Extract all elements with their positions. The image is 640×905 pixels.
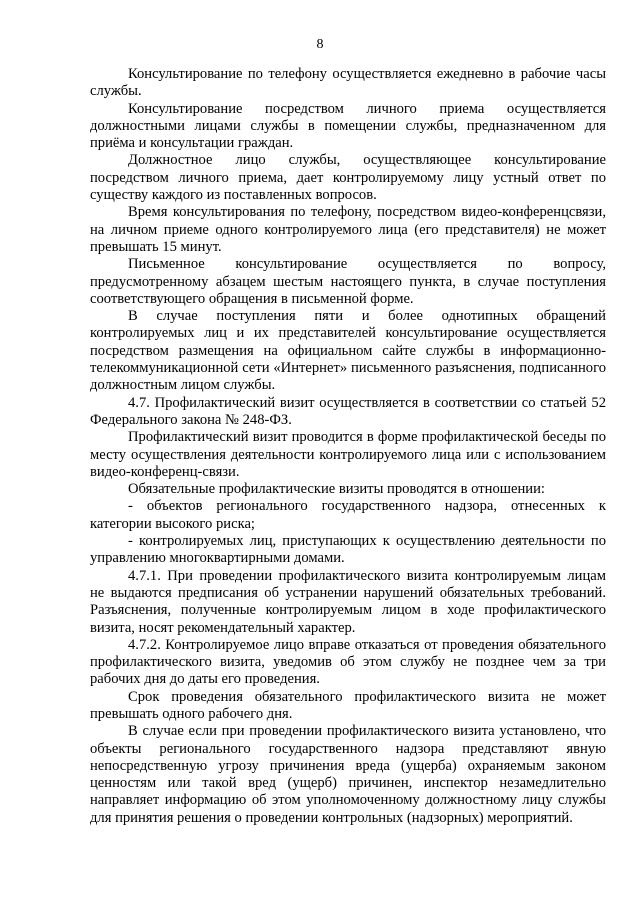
- paragraph: Обязательные профилактические визиты проводятся в отношении:: [128, 481, 545, 498]
- list-item: - объектов регионального государственного надзора, отнесенных к категории высокого риска;: [90, 498, 606, 532]
- paragraph: Профилактический визит проводится в форме профилактической беседы по месту осуществления деятельности контролируемого лица или с использованием видео-конференц-связи.: [90, 429, 606, 480]
- page-number: 8: [316, 37, 324, 52]
- paragraph: Должностное лицо службы, осуществляющее консультирование посредством личного приема, дает контролируемому лицу устный ответ по существу каждого из поставленных вопросов.: [90, 152, 606, 204]
- section-4-7-2-paragraph: 4.7.2. Контролируемое лицо вправе отказаться от проведения обязательного профилактического визита, уведомив об этом службу не позднее чем за три рабочих дня до даты его проведения.: [90, 636, 606, 688]
- section-4-7-paragraph: 4.7. Профилактический визит осуществляется в соответствии со статьей 52 Федерального закона № 248-ФЗ.: [90, 394, 606, 428]
- paragraph: Консультирование посредством личного приема осуществляется должностными лицами службы в помещении службы, предназначенном для приёма и консультации граждан.: [90, 100, 606, 152]
- paragraph: В случае если при проведении профилактического визита установлено, что объекты регионального государственного надзора представляют явную непосредственную угрозу причинения вреда (ущерба) охраняемым законом ценностям или такой вред (ущерб) причинен, инспектор незамедлительно направляет информацию об этом уполномоченному должностному лицу службы для принятия решения о проведении контрольных (надзорных) мероприятий.: [90, 723, 606, 826]
- paragraph: Консультирование по телефону осуществляется ежедневно в рабочие часы службы.: [90, 66, 606, 100]
- section-4-7-1-paragraph: 4.7.1. При проведении профилактического визита контролируемым лицам не выдаются предписания об устранении нарушений обязательных требований. Разъяснения, полученные контролируемым лицом в ходе профилактического визита, носят рекомендательный характер.: [90, 567, 606, 636]
- paragraph: Письменное консультирование осуществляется по вопросу, предусмотренному абзацем шестым настоящего пункта, в случае поступления соответствующего обращения в письменной форме.: [90, 256, 606, 307]
- body-text: [90, 66, 606, 827]
- paragraph: Срок проведения обязательного профилактического визита не может превышать одного рабочего дня.: [90, 688, 606, 722]
- paragraph: Время консультирования по телефону, посредством видео-конференцсвязи, на личном приеме одного контролируемого лица (его представителя) не может превышать 15 минут.: [90, 204, 606, 255]
- list-item: - контролируемых лиц, приступающих к осуществлению деятельности по управлению многоквартирными домами.: [90, 533, 606, 567]
- paragraph: В случае поступления пяти и более однотипных обращений контролируемых лиц и их представителей консультирование осуществляется посредством размещения на официальном сайте службы в информационно-телекоммуникационной сети «Интернет» письменного разъяснения, подписанного должностным лицом службы.: [90, 308, 606, 394]
